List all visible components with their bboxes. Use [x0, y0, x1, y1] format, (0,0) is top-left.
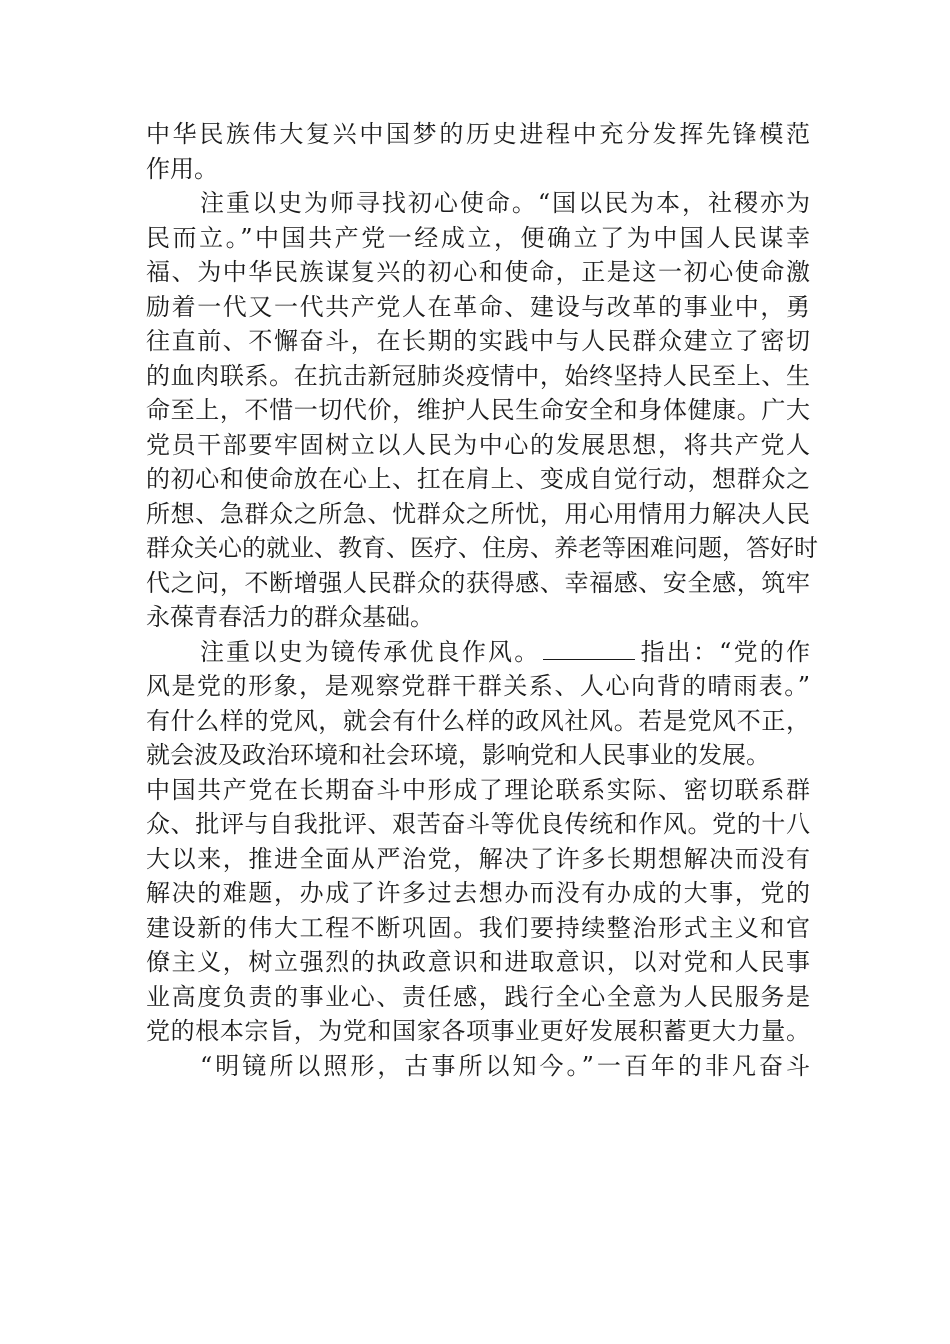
- text-line: 群众关心的就业、教育、医疗、住房、养老等困难问题，答好时: [146, 534, 818, 562]
- text-line: 命至上，不惜一切代价，维护人民生命安全和身体健康。广大: [146, 396, 810, 424]
- text-line: 建设新的伟大工程不断巩固。我们要持续整治形式主义和官: [146, 913, 810, 942]
- text-line: 所想、急群众之所急、忧群众之所忧，用心用情用力解决人民: [146, 499, 810, 528]
- text-line: 就会波及政治环境和社会环境，影响党和人民事业的发展。: [146, 741, 770, 769]
- text-line: 的初心和使命放在心上、扛在肩上、变成自觉行动，想群众之: [146, 465, 810, 493]
- text-line: 僚主义，树立强烈的执政意识和进取意识，以对党和人民事: [146, 948, 810, 976]
- line-text-before-blank: 注重以史为镜传承优良作风。: [200, 637, 541, 666]
- text-line: 的血肉联系。在抗击新冠肺炎疫情中，始终坚持人民至上、生: [146, 361, 810, 390]
- text-line: 往直前、不懈奋斗，在长期的实践中与人民群众建立了密切: [146, 327, 810, 355]
- text-line: 福、为中华民族谋复兴的初心和使命，正是这一初心使命激: [146, 258, 810, 286]
- paragraph-heading-line: “明镜所以照形，古事所以知今。”一百年的非凡奋斗: [200, 1051, 810, 1080]
- text-line: 大以来，推进全面从严治党，解决了许多长期想解决而没有: [146, 844, 810, 873]
- text-line: 风是党的形象，是观察党群干群关系、人心向背的晴雨表。”: [146, 672, 810, 700]
- document-body: [146, 117, 818, 1083]
- text-line: 中华民族伟大复兴中国梦的历史进程中充分发挥先锋模范: [146, 120, 810, 148]
- paragraph-heading-line: 注重以史为师寻找初心使命。“国以民为本，社稷亦为: [200, 189, 810, 217]
- text-line: 有什么样的党风，就会有什么样的政风社风。若是党风不正，: [146, 706, 810, 735]
- text-line: 永葆青春活力的群众基础。: [146, 603, 434, 631]
- fill-in-blank: [543, 637, 635, 660]
- text-line: 党的根本宗旨，为党和国家各项事业更好发展积蓄更大力量。: [146, 1017, 810, 1045]
- text-line: 民而立。”中国共产党一经成立，便确立了为中国人民谋幸: [146, 223, 810, 252]
- text-line: 党员干部要牢固树立以人民为中心的发展思想，将共产党人: [146, 430, 810, 459]
- text-line: 解决的难题，办成了许多过去想办而没有办成的大事，党的: [146, 879, 810, 907]
- paragraph-heading-line: [146, 635, 810, 670]
- text-line: 代之问，不断增强人民群众的获得感、幸福感、安全感，筑牢: [146, 568, 810, 597]
- text-line: 众、批评与自我批评、艰苦奋斗等优良传统和作风。党的十八: [146, 810, 810, 838]
- text-line: 中国共产党在长期奋斗中形成了理论联系实际、密切联系群: [146, 775, 810, 804]
- line-text-after-blank: 指出：“党的作: [638, 637, 810, 666]
- text-line: 业高度负责的事业心、责任感，践行全心全意为人民服务是: [146, 982, 810, 1011]
- text-line: 作用。: [146, 154, 218, 183]
- text-line: 励着一代又一代共产党人在革命、建设与改革的事业中，勇: [146, 292, 810, 321]
